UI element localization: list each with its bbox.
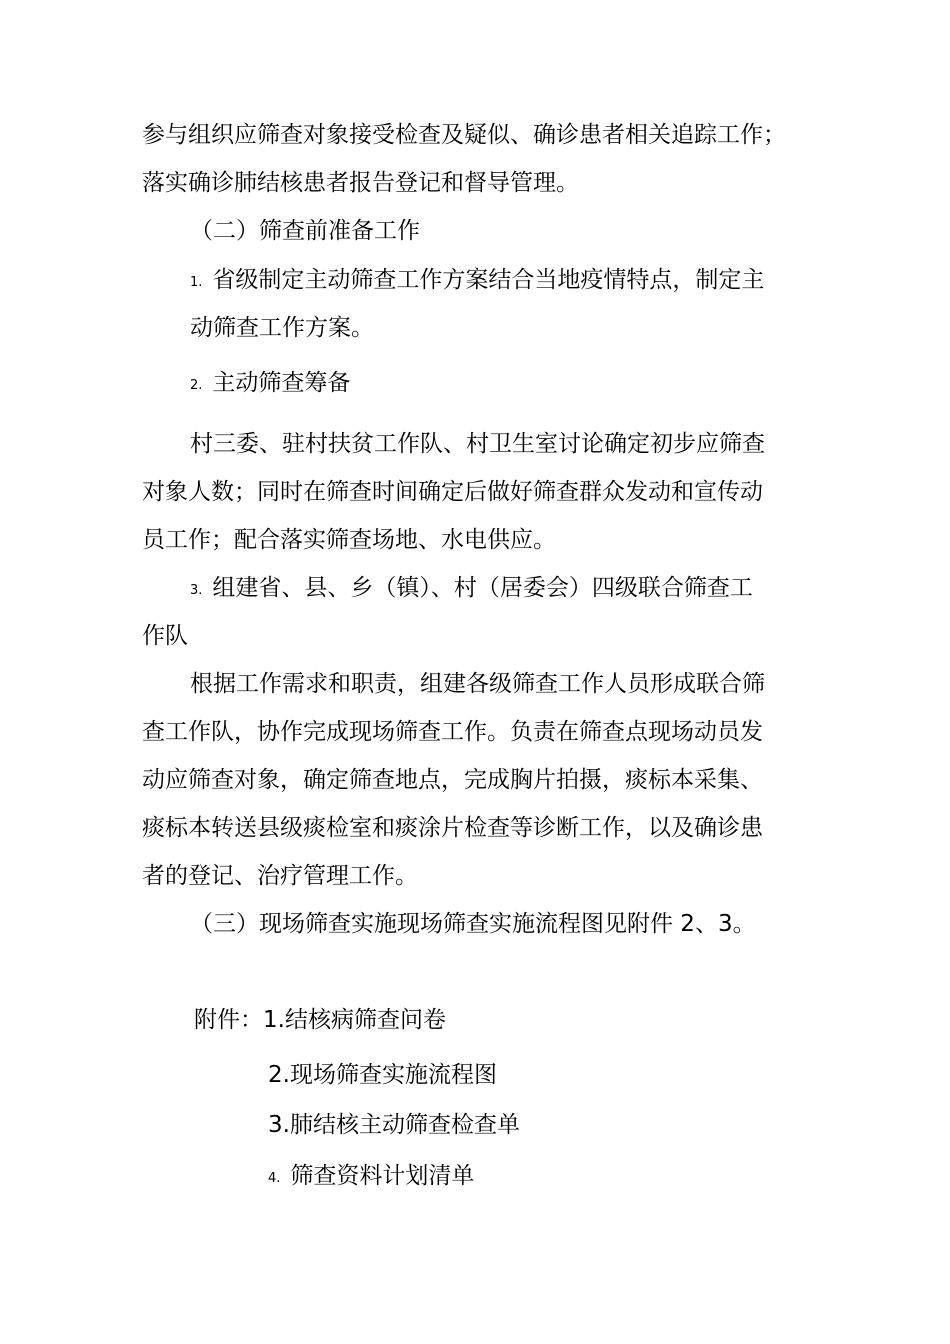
section-3-heading: （三）现场筛查实施 — [190, 911, 397, 937]
attachment-item-1: 1.结核病筛查问卷 — [263, 1007, 446, 1033]
item-3-number: 3. — [190, 583, 203, 598]
item-3-para-line-2: 查工作队，协作完成现场筛查工作。负责在筛查点现场动员发 — [142, 719, 763, 745]
item-3-para-line-3: 动应筛查对象，确定筛查地点，完成胸片拍摄，痰标本采集、 — [142, 767, 763, 793]
attachment-item-4-text: 筛查资料计划清单 — [290, 1163, 475, 1189]
item-2-title — [190, 368, 350, 401]
item-2-title-text: 主动筛查筹备 — [212, 370, 351, 396]
section-3 — [190, 909, 756, 939]
item-3-para-line-1: 根据工作需求和职责，组建各级筛查工作人员形成联合筛 — [190, 671, 765, 697]
attachment-item-4-number: 4. — [268, 1171, 281, 1186]
item-3-title-text: 组建省、县、乡（镇）、村（居委会）四级联合筛查工 — [212, 575, 753, 601]
item-3-title-line-2: 作队 — [142, 623, 188, 649]
attachments-line-1 — [194, 1005, 446, 1035]
item-1-line-1 — [190, 265, 764, 298]
section-2-heading: （二）筛查前准备工作 — [190, 218, 420, 244]
attachments-label: 附件： — [194, 1007, 263, 1033]
section-3-text: 现场筛查实施流程图见附件 2、3。 — [397, 911, 756, 937]
item-3-para-line-4: 痰标本转送县级痰检室和痰涂片检查等诊断工作，以及确诊患 — [142, 815, 763, 841]
attachment-item-3: 3.肺结核主动筛查检查单 — [268, 1112, 520, 1138]
item-2-para-line-2: 对象人数；同时在筛查时间确定后做好筛查群众发动和宣传动 — [142, 479, 763, 505]
item-3-para-line-5: 者的登记、治疗管理工作。 — [142, 863, 418, 889]
item-2-para-line-3: 员工作；配合落实筛查场地、水电供应。 — [142, 527, 556, 553]
intro-line-1: 参与组织应筛查对象接受检查及疑似、确诊患者相关追踪工作； — [142, 122, 786, 148]
intro-line-2: 落实确诊肺结核患者报告登记和督导管理。 — [142, 170, 579, 196]
item-1-text: 省级制定主动筛查工作方案结合当地疫情特点，制定主 — [212, 267, 765, 293]
attachment-item-2: 2.现场筛查实施流程图 — [268, 1062, 497, 1088]
item-2-para-line-1: 村三委、驻村扶贫工作队、村卫生室讨论确定初步应筛查 — [190, 431, 765, 457]
item-1-number: 1. — [190, 275, 203, 290]
item-3-title-line-1 — [190, 573, 753, 606]
item-2-number: 2. — [190, 378, 203, 393]
attachment-item-4 — [268, 1161, 474, 1194]
item-1-line-2: 动筛查工作方案。 — [190, 315, 374, 341]
